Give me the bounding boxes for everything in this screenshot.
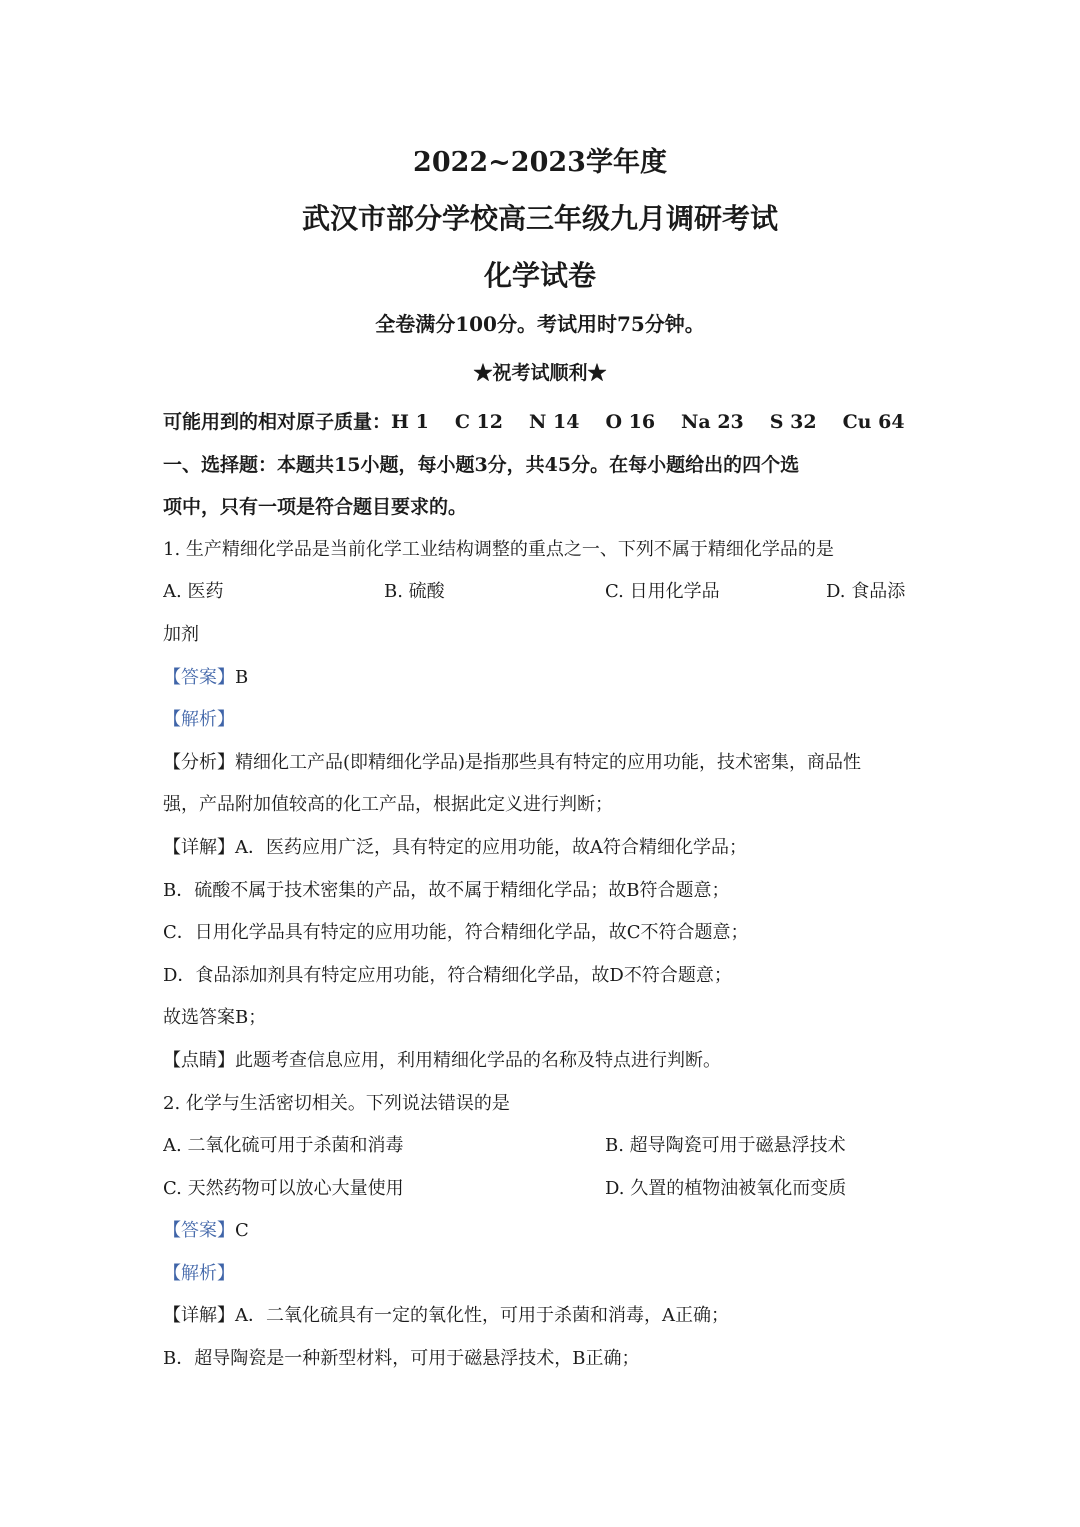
subject-title: 化学试卷 (483, 259, 596, 292)
q2-answer-line (163, 1210, 923, 1253)
atomic-mass-o: O 16 (605, 411, 656, 433)
atomic-mass-n: N 14 (529, 411, 580, 433)
q2-analysis-tag: 【解析】 (163, 1262, 235, 1284)
q1-detail-line1 (163, 827, 923, 870)
q1-dianjing-line (163, 1040, 923, 1083)
exam-content (163, 401, 923, 1381)
q1-analysis-tag: 【解析】 (163, 709, 235, 731)
q1-answer: B (235, 666, 249, 688)
good-luck-line: ★祝考试顺利★ (473, 362, 607, 384)
q1-option-c: C. 日用化学品 (605, 581, 720, 603)
q2-options-row1 (163, 1125, 923, 1168)
q1-detail-line5: 故选答案B； (163, 1007, 267, 1029)
q2-detail-tag: 【详解】 (163, 1305, 235, 1327)
q1-answer-tag: 【答案】 (163, 666, 235, 688)
q1-option-a: A. 医药 (163, 581, 224, 603)
q1-dianjing-text: 此题考查信息应用，利用精细化学品的名称及特点进行判断。 (235, 1049, 721, 1071)
q1-fenxi-line1 (163, 742, 923, 785)
atomic-mass-cu: Cu 64 (842, 411, 905, 433)
atomic-mass-c: C 12 (454, 411, 503, 433)
q2-option-a: A. 二氧化硫可用于杀菌和消毒 (163, 1135, 404, 1157)
q2-detail-line1 (163, 1295, 923, 1338)
q1-detail-text1: A．医药应用广泛，具有特定的应用功能，故A符合精细化学品； (235, 836, 747, 858)
atomic-masses-label: 可能用到的相对原子质量： (163, 411, 392, 433)
q2-detail-text1: A．二氧化硫具有一定的氧化性，可用于杀菌和消毒，A正确； (235, 1305, 729, 1327)
q1-detail-line3: C．日用化学品具有特定的应用功能，符合精细化学品，故C不符合题意； (163, 922, 749, 944)
q1-fenxi-text1: 精细化工产品(即精细化学品)是指那些具有特定的应用功能，技术密集，商品性 (235, 751, 862, 773)
atomic-mass-na: Na 23 (681, 411, 744, 433)
section-heading-line2: 项中，只有一项是符合题目要求的。 (163, 496, 468, 519)
q2-option-c: C. 天然药物可以放心大量使用 (163, 1177, 404, 1199)
q2-options-row2 (163, 1168, 923, 1211)
q2-option-d: D. 久置的植物油被氧化而变质 (605, 1177, 847, 1199)
q1-option-d-cont: 加剂 (163, 623, 199, 645)
atomic-mass-h: H 1 (391, 411, 429, 433)
atomic-mass-s: S 32 (769, 411, 817, 433)
q1-detail-line4: D．食品添加剂具有特定应用功能，符合精细化学品，故D不符合题意； (163, 964, 732, 986)
q1-detail-line2: B．硫酸不属于技术密集的产品，故不属于精细化学品；故B符合题意； (163, 879, 730, 901)
q1-dianjing-tag: 【点睛】 (163, 1049, 235, 1071)
atomic-masses-line (163, 401, 923, 444)
q1-fenxi-line2: 强，产品附加值较高的化工产品，根据此定义进行判断； (163, 794, 613, 816)
exam-year: 2022~2023学年度 (413, 147, 667, 178)
q1-option-b: B. 硫酸 (384, 581, 445, 603)
q2-detail-line2: B．超导陶瓷是一种新型材料，可用于磁悬浮技术，B正确； (163, 1348, 640, 1370)
exam-info: 全卷满分100分。考试用时75分钟。 (375, 312, 705, 336)
q1-option-d: D. 食品添 (826, 581, 906, 603)
q2-answer-tag: 【答案】 (163, 1220, 235, 1242)
q1-detail-tag: 【详解】 (163, 836, 235, 858)
exam-title: 武汉市部分学校高三年级九月调研考试 (301, 202, 778, 235)
q2-stem: 2. 化学与生活密切相关。下列说法错误的是 (163, 1092, 510, 1114)
q1-stem: 1. 生产精细化学品是当前化学工业结构调整的重点之一、下列不属于精细化学品的是 (163, 538, 834, 560)
q1-options (163, 571, 923, 614)
q1-fenxi-tag: 【分析】 (163, 751, 235, 773)
q1-answer-line (163, 657, 923, 700)
q2-option-b: B. 超导陶瓷可用于磁悬浮技术 (605, 1135, 846, 1157)
section-heading-line1: 一、选择题：本题共15小题，每小题3分，共45分。在每小题给出的四个选 (163, 453, 800, 476)
q2-answer: C (235, 1220, 249, 1242)
